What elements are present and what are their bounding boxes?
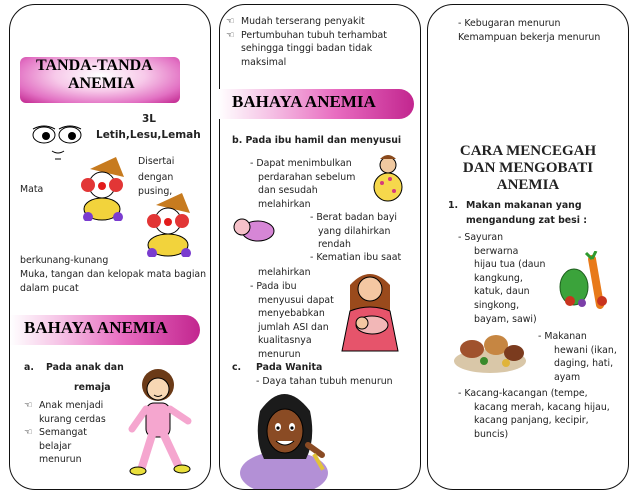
girl-walking-illustration (128, 363, 196, 485)
dash3-line-1: - Kematian ibu saat (310, 252, 402, 263)
panel-cara-mencegah (427, 4, 629, 490)
kacang-line-4: buncis) (474, 428, 509, 440)
mother-nursing-illustration (340, 267, 402, 353)
label-letih: Letih,Lesu,Lemah (96, 129, 201, 141)
bullet-anak-menjadi (24, 399, 106, 467)
title-bahaya-anemia-1: BAHAYA ANEMIA (24, 318, 168, 337)
dash-pada-ibu (250, 280, 334, 362)
text-pada-wanita: Pada Wanita (256, 362, 323, 373)
label-3l: 3L (142, 113, 156, 125)
dash2-line-2: yang dilahirkan (318, 225, 391, 237)
title-line-3: ANEMIA (496, 177, 560, 193)
section-c-label: c. (232, 362, 242, 373)
section-a-label: a. (24, 362, 34, 373)
title-tanda-tanda: TANDA-TANDA (36, 57, 153, 74)
text-remaja: remaja (74, 382, 111, 393)
label-mata: Mata (20, 184, 44, 195)
dash4-line-6: menurun (258, 348, 301, 360)
pointing-hand-icon: ☜ (24, 400, 33, 411)
pointing-hand-icon: ☜ (24, 427, 33, 439)
label-disertai: Disertai (138, 156, 175, 167)
food-platter-illustration (452, 327, 530, 375)
bullet-1-line-1: Anak menjadi (39, 400, 104, 411)
dash4-line-4: jumlah ASI dan (258, 321, 329, 333)
title-bahaya-anemia-2: BAHAYA ANEMIA (232, 92, 376, 111)
dash1-line-3: dan sesudah (258, 185, 318, 197)
text-maksimal: maksimal (241, 56, 287, 68)
kacang-line-1: - Kacang-kacangan (tempe, (458, 388, 588, 399)
dash-berat-badan (310, 211, 397, 252)
text-pertumbuhan: Pertumbuhan tubuh terhambat (241, 29, 387, 41)
bullet-mudah-terserang (226, 15, 387, 69)
pointing-hand-icon: ☜ (226, 29, 235, 41)
text-melahirkan: melahirkan (258, 267, 311, 278)
label-dengan-pusing: dengan pusing, (138, 172, 174, 197)
title-line-2: DAN MENGOBATI (462, 160, 594, 176)
kacang-line-2: kacang merah, kacang hijau, (474, 401, 610, 413)
makanan-line-4: ayam (554, 371, 581, 383)
makanan-line-3: daging, hati, (554, 358, 614, 370)
dash1-line-4: melahirkan (258, 198, 311, 210)
text-dalam-pucat: dalam pucat (20, 283, 79, 294)
dash-dapat-menimbulkan (250, 157, 355, 211)
dash1-line-2: perdarahan sebelum (258, 171, 356, 183)
sayuran-line-7: bayam, sawi) (474, 313, 537, 325)
vegetables-illustration (556, 251, 612, 311)
clown-illustration-1 (76, 155, 134, 221)
sayuran-line-1: - Sayuran (458, 232, 504, 243)
baby-illustration (232, 213, 276, 245)
item1-line-1: Makan makanan yang (466, 200, 582, 211)
makanan-line-1: - Makanan (538, 331, 587, 342)
bullet-2-line-1: Semangat (39, 427, 87, 439)
section-b-label: b. Pada ibu hamil dan menyusui (232, 135, 402, 146)
dash-kematian-ibu (310, 251, 401, 265)
text-sehingga: sehingga tinggi badan tidak (241, 43, 373, 55)
text-mudah-terserang: Mudah terserang penyakit (241, 16, 365, 27)
text-daya-tahan: - Daya tahan tubuh menurun (256, 376, 393, 387)
bullet-1-line-2: kurang cerdas (39, 413, 106, 425)
text-kemampuan: Kemampuan bekerja menurun (458, 32, 601, 43)
bullet-2-line-2: belajar (39, 440, 72, 452)
sayuran-line-6: singkong, (474, 299, 520, 311)
kacang-line-3: kacang panjang, kecipir, (474, 415, 589, 427)
item1-line-2: mengandung zat besi : (466, 215, 587, 226)
list-kacang (458, 387, 610, 441)
woman-face-illustration (238, 383, 330, 489)
clown-illustration-2 (140, 191, 204, 257)
makanan-line-2: hewani (ikan, (554, 344, 617, 356)
pointing-hand-icon: ☜ (226, 16, 235, 27)
title-anemia: ANEMIA (68, 75, 135, 92)
title-line-1: CARA MENCEGAH (459, 143, 597, 159)
panel-tanda-tanda (9, 4, 211, 490)
text-muka: Muka, tangan dan kelopak mata bagian (20, 269, 207, 280)
dash4-line-1: - Pada ibu (250, 281, 297, 292)
list-makanan (538, 330, 617, 384)
list-sayuran (458, 231, 545, 326)
panel-bahaya-anemia (219, 4, 421, 490)
dash4-line-2: menyusui dapat (258, 294, 334, 306)
dash2-line-1: - Berat badan bayi (310, 212, 397, 223)
dash2-line-3: rendah (318, 239, 351, 251)
text-berkunang: berkunang-kunang (20, 255, 109, 266)
sayuran-line-3: hijau tua (daun (474, 259, 546, 271)
dash4-line-3: menyebabkan (258, 308, 325, 320)
sayuran-line-5: katuk, daun (474, 286, 530, 298)
text-kebugaran: - Kebugaran menurun (458, 18, 561, 29)
pregnant-woman-illustration (364, 153, 414, 203)
text-pada-anak: Pada anak dan (46, 362, 124, 373)
dash4-line-5: kualitasnya (258, 335, 312, 347)
sayuran-line-4: kangkung, (474, 272, 523, 284)
title-cara-mencegah-block (428, 143, 628, 194)
dash1-line-1: - Dapat menimbulkan (250, 158, 352, 169)
sayuran-line-2: berwarna (474, 245, 519, 257)
item1-number: 1. (448, 200, 459, 211)
bullet-2-line-3: menurun (39, 454, 82, 466)
